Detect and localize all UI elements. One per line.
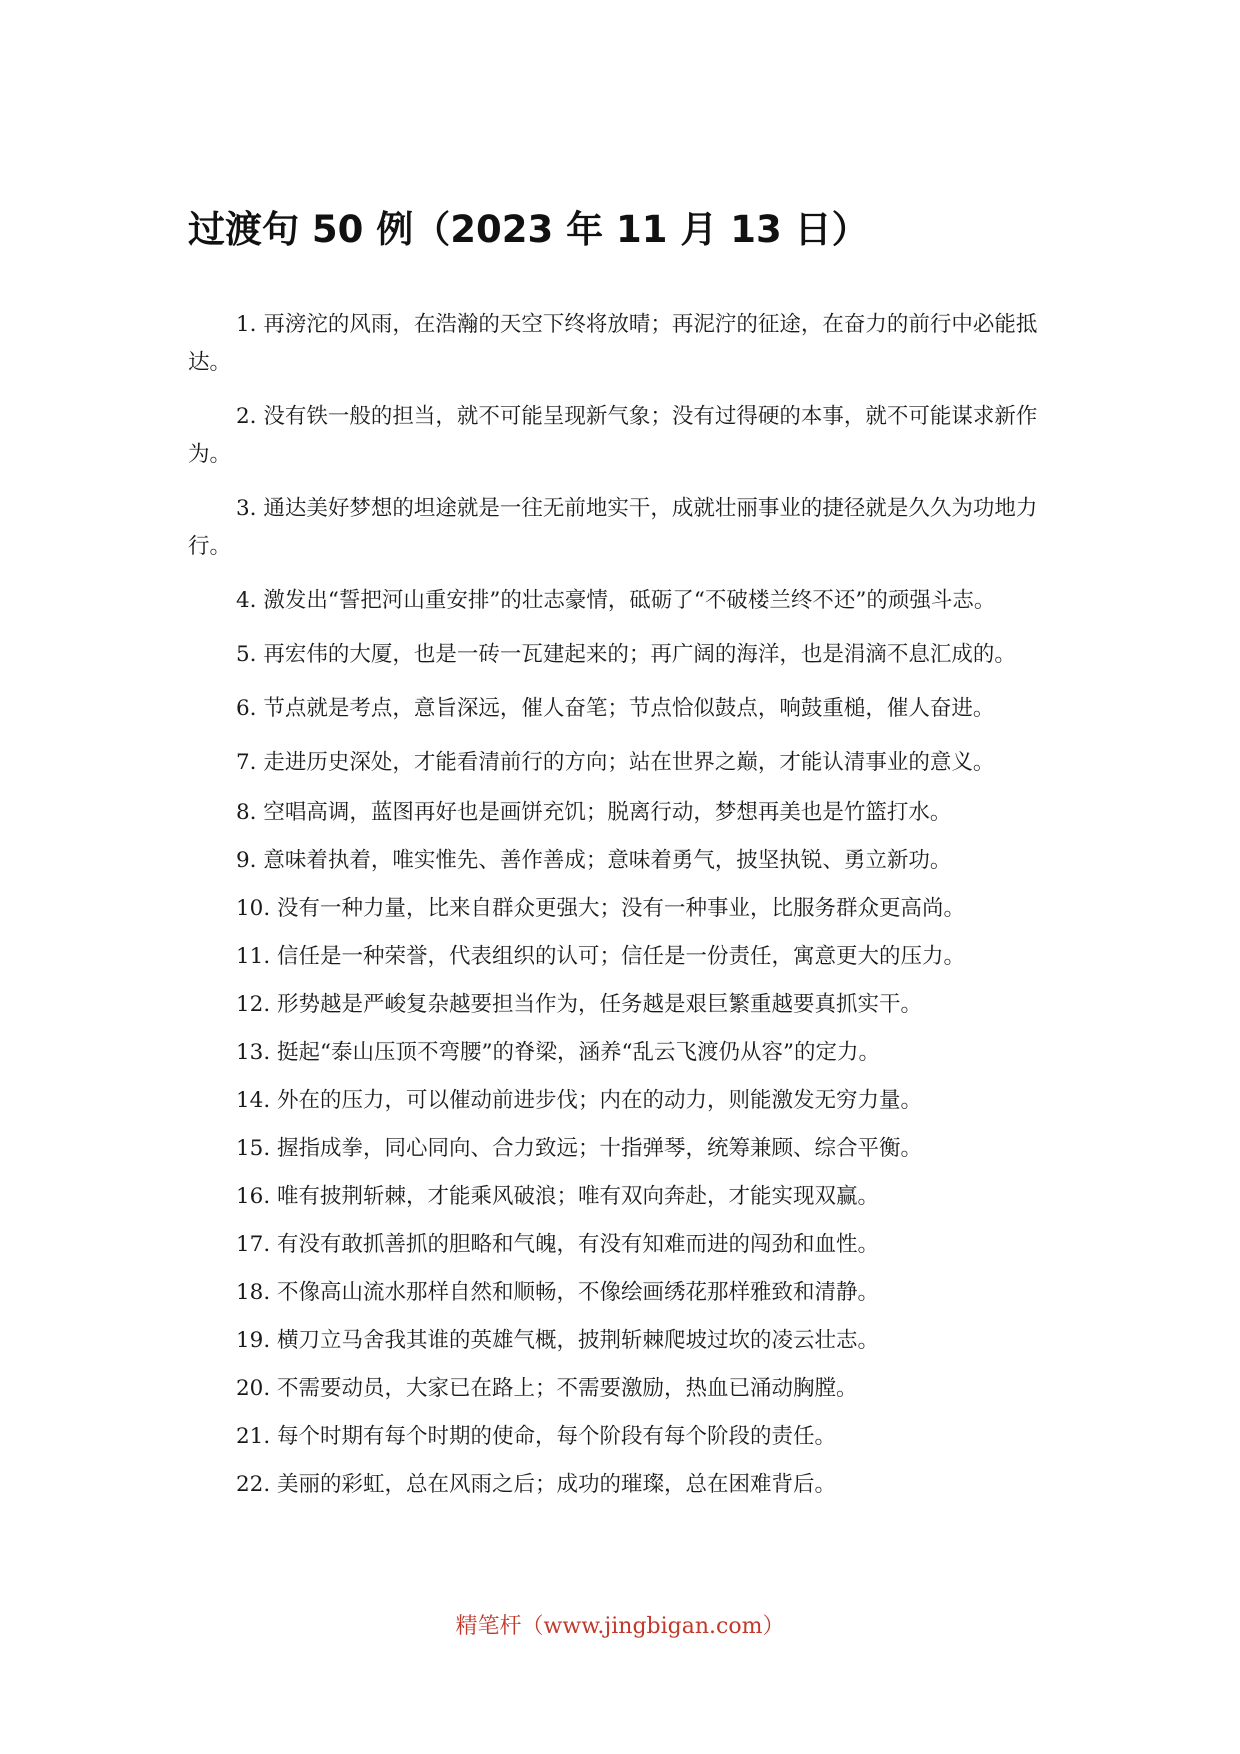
list-item: 10. 没有一种力量，比来自群众更强大；没有一种事业，比服务群众更高尚。 — [236, 896, 966, 921]
document-title: 过渡句 50 例（2023 年 11 月 13 日） — [188, 208, 869, 251]
list-item: 16. 唯有披荆斩棘，才能乘风破浪；唯有双向奔赴，才能实现双赢。 — [236, 1184, 880, 1209]
list-item: 20. 不需要动员，大家已在路上；不需要激励，热血已涌动胸膛。 — [236, 1376, 858, 1401]
list-item: 5. 再宏伟的大厦，也是一砖一瓦建起来的；再广阔的海洋，也是涓滴不息汇成的。 — [236, 642, 1016, 667]
list-item: 4. 激发出“誓把河山重安排”的壮志豪情，砥砺了“不破楼兰终不还”的顽强斗志。 — [236, 588, 996, 613]
list-item: 22. 美丽的彩虹，总在风雨之后；成功的璀璨，总在困难背后。 — [236, 1472, 837, 1497]
list-item: 13. 挺起“泰山压顶不弯腰”的脊梁，涵养“乱云飞渡仍从容”的定力。 — [236, 1040, 880, 1065]
list-item: 15. 握指成拳，同心同向、合力致远；十指弹琴，统筹兼顾、综合平衡。 — [236, 1136, 923, 1161]
list-item: 7. 走进历史深处，才能看清前行的方向；站在世界之巅，才能认清事业的意义。 — [236, 750, 995, 775]
list-item: 17. 有没有敢抓善抓的胆略和气魄，有没有知难而进的闯劲和血性。 — [236, 1232, 880, 1257]
list-item: 11. 信任是一种荣誉，代表组织的认可；信任是一份责任，寓意更大的压力。 — [236, 944, 966, 969]
footer-source: 精笔杆（www.jingbigan.com） — [455, 1614, 785, 1639]
list-item: 3. 通达美好梦想的坦途就是一往无前地实干，成就壮丽事业的捷径就是久久为功地力行。 — [188, 496, 1038, 559]
list-item: 6. 节点就是考点，意旨深远，催人奋笔；节点恰似鼓点，响鼓重槌，催人奋进。 — [236, 696, 995, 721]
list-item: 19. 横刀立马舍我其谁的英雄气概，披荆斩棘爬坡过坎的凌云壮志。 — [236, 1328, 880, 1353]
list-item: 18. 不像高山流水那样自然和顺畅，不像绘画绣花那样雅致和清静。 — [236, 1280, 880, 1305]
list-item: 1. 再滂沱的风雨，在浩瀚的天空下终将放晴；再泥泞的征途，在奋力的前行中必能抵达。 — [188, 312, 1038, 375]
list-item: 9. 意味着执着，唯实惟先、善作善成；意味着勇气，披坚执锐、勇立新功。 — [236, 848, 952, 873]
list-item: 14. 外在的压力，可以催动前进步伐；内在的动力，则能激发无穷力量。 — [236, 1088, 923, 1113]
list-item: 2. 没有铁一般的担当，就不可能呈现新气象；没有过得硬的本事，就不可能谋求新作为。 — [188, 404, 1038, 467]
sentence-list — [188, 306, 1058, 1504]
list-item: 21. 每个时期有每个时期的使命，每个阶段有每个阶段的责任。 — [236, 1424, 837, 1449]
list-item: 12. 形势越是严峻复杂越要担当作为，任务越是艰巨繁重越要真抓实干。 — [236, 992, 923, 1017]
list-item: 8. 空唱高调，蓝图再好也是画饼充饥；脱离行动，梦想再美也是竹篮打水。 — [236, 800, 952, 825]
